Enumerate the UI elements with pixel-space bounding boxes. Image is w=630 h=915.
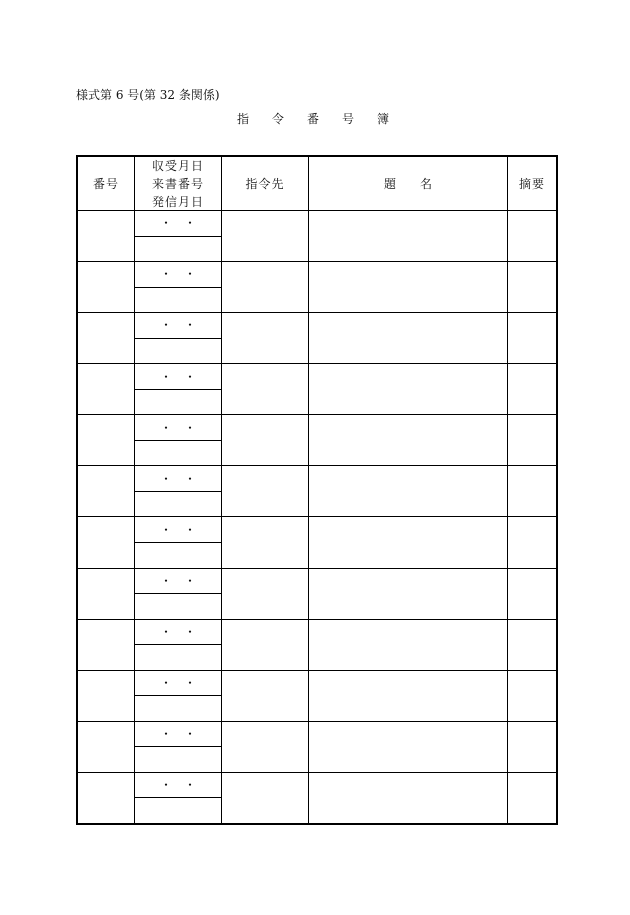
row-remarks-cell xyxy=(508,620,556,670)
header-recipient: 指令先 xyxy=(222,157,308,210)
row-number-cell xyxy=(78,569,134,619)
row-number-cell xyxy=(78,773,134,823)
document-title: 指 令 番 号 簿 xyxy=(237,112,395,126)
row-date-cell: ・ ・ xyxy=(135,517,221,542)
row-remarks-cell xyxy=(508,569,556,619)
row-subject-cell xyxy=(309,620,507,670)
row-date-cell: ・ ・ xyxy=(135,722,221,747)
row-remarks-cell xyxy=(508,364,556,414)
row-recipient-cell xyxy=(222,313,308,363)
row-subject-cell xyxy=(309,773,507,823)
row-number-cell xyxy=(78,671,134,721)
row-reference-cell xyxy=(135,288,221,313)
row-reference-cell xyxy=(135,441,221,466)
row-recipient-cell xyxy=(222,671,308,721)
row-number-cell xyxy=(78,262,134,312)
row-date-cell: ・ ・ xyxy=(135,671,221,696)
row-recipient-cell xyxy=(222,569,308,619)
row-date-cell: ・ ・ xyxy=(135,364,221,389)
row-subject-cell xyxy=(309,262,507,312)
row-number-cell xyxy=(78,722,134,772)
row-recipient-cell xyxy=(222,722,308,772)
row-reference-cell xyxy=(135,237,221,262)
header-received-date xyxy=(135,157,221,210)
row-subject-cell xyxy=(309,211,507,261)
row-number-cell xyxy=(78,466,134,516)
header-received-date-line-2: 来書番号 xyxy=(151,176,204,191)
row-date-cell: ・ ・ xyxy=(135,569,221,594)
row-date-cell: ・ ・ xyxy=(135,466,221,491)
row-remarks-cell xyxy=(508,262,556,312)
row-date-cell: ・ ・ xyxy=(135,262,221,287)
header-remarks: 摘要 xyxy=(508,157,556,210)
row-recipient-cell xyxy=(222,262,308,312)
row-recipient-cell xyxy=(222,517,308,567)
row-number-cell xyxy=(78,415,134,465)
row-date-cell: ・ ・ xyxy=(135,211,221,236)
register-table xyxy=(76,155,558,825)
row-subject-cell xyxy=(309,517,507,567)
row-remarks-cell xyxy=(508,313,556,363)
row-recipient-cell xyxy=(222,364,308,414)
form-number-label: 様式第 6 号(第 32 条関係) xyxy=(76,88,220,102)
row-recipient-cell xyxy=(222,211,308,261)
row-subject-cell xyxy=(309,364,507,414)
row-subject-cell xyxy=(309,722,507,772)
row-number-cell xyxy=(78,211,134,261)
row-remarks-cell xyxy=(508,517,556,567)
row-subject-cell xyxy=(309,569,507,619)
row-remarks-cell xyxy=(508,773,556,823)
row-date-cell: ・ ・ xyxy=(135,313,221,338)
row-subject-cell xyxy=(309,313,507,363)
row-subject-cell xyxy=(309,671,507,721)
row-subject-cell xyxy=(309,415,507,465)
row-date-cell: ・ ・ xyxy=(135,620,221,645)
header-subject: 題 名 xyxy=(309,157,507,210)
row-number-cell xyxy=(78,620,134,670)
row-reference-cell xyxy=(135,747,221,772)
row-number-cell xyxy=(78,313,134,363)
row-reference-cell xyxy=(135,594,221,619)
row-reference-cell xyxy=(135,645,221,670)
row-remarks-cell xyxy=(508,671,556,721)
row-recipient-cell xyxy=(222,620,308,670)
row-remarks-cell xyxy=(508,211,556,261)
row-reference-cell xyxy=(135,492,221,517)
row-recipient-cell xyxy=(222,773,308,823)
header-number: 番号 xyxy=(78,157,134,210)
row-number-cell xyxy=(78,517,134,567)
row-reference-cell xyxy=(135,543,221,568)
row-remarks-cell xyxy=(508,466,556,516)
row-reference-cell xyxy=(135,339,221,364)
row-date-cell: ・ ・ xyxy=(135,415,221,440)
row-subject-cell xyxy=(309,466,507,516)
row-reference-cell xyxy=(135,798,221,823)
header-received-date-line-1: 収受月日 xyxy=(151,158,204,173)
row-date-cell: ・ ・ xyxy=(135,773,221,798)
row-number-cell xyxy=(78,364,134,414)
header-received-date-line-3: 発信月日 xyxy=(151,194,204,209)
row-reference-cell xyxy=(135,696,221,721)
row-reference-cell xyxy=(135,390,221,415)
row-remarks-cell xyxy=(508,722,556,772)
row-recipient-cell xyxy=(222,415,308,465)
row-remarks-cell xyxy=(508,415,556,465)
row-recipient-cell xyxy=(222,466,308,516)
